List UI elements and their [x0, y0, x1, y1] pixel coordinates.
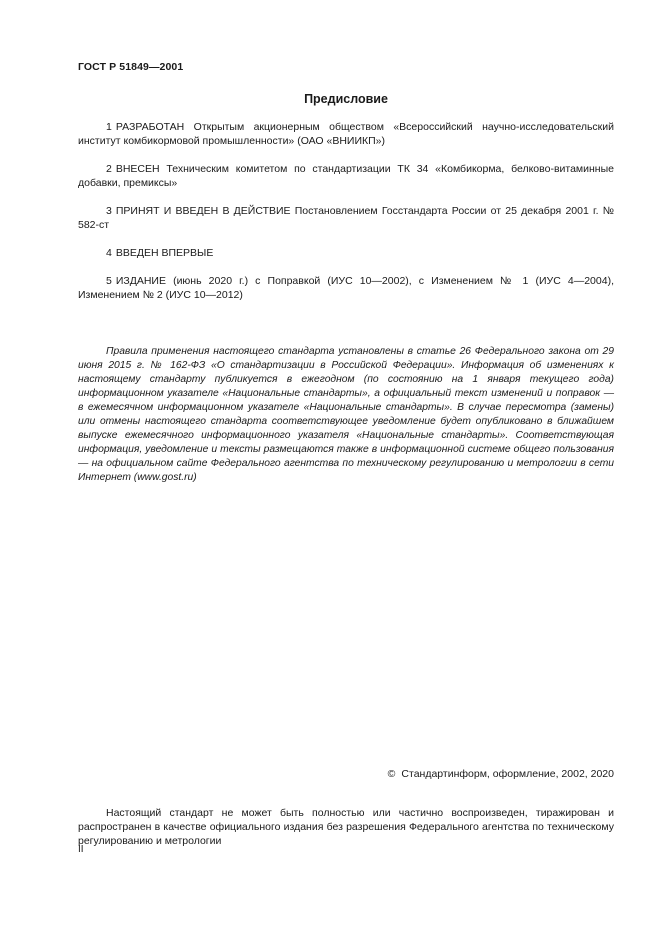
preface-item-2 — [78, 162, 614, 190]
preface-item-number: 4 — [106, 247, 112, 259]
preface-item-number: 2 — [106, 163, 112, 175]
preface-item-text: ВНЕСЕН Техническим комитетом по стандартизации ТК 34 «Комбикорма, белково-витаминные добавки, премиксы» — [78, 163, 614, 189]
copyright-text: Стандартинформ, оформление, 2002, 2020 — [401, 768, 614, 780]
document-code: ГОСТ Р 51849—2001 — [78, 61, 184, 73]
reproduction-rights-notice: Настоящий стандарт не может быть полностью или частично воспроизведен, тиражирован и распространен в качестве официального издания без разрешения Федерального агентства по техническому регулированию и метрологии — [78, 806, 614, 847]
preface-item-number: 3 — [106, 205, 112, 217]
copyright-line — [388, 768, 614, 780]
page-title: Предисловие — [304, 92, 388, 106]
preface-item-1 — [78, 120, 614, 148]
preface-item-text: РАЗРАБОТАН Открытым акционерным обществом «Всероссийский научно-исследовательский институт комбикормовой промышленности» (ОАО «ВНИИКП») — [78, 121, 614, 147]
page-number: II — [78, 844, 84, 855]
copyright-icon: © — [387, 768, 396, 780]
preface-item-number: 5 — [106, 275, 112, 287]
preface-item-3 — [78, 204, 614, 232]
preface-item-number: 1 — [106, 121, 112, 133]
standard-usage-notice: Правила применения настоящего стандарта установлены в статье 26 Федерального закона от 29 июня 2015 г. № 162-ФЗ «О стандартизации в Российской Федерации». Информация об изменениях к настоящему стандарту публикуется в ежегодном (по состоянию на 1 января текущего года) информационном указателе «Национальные стандарты», а официальный текст изменений и поправок — в ежемесячном информационном указателе «Национальные стандарты». В случае пересмотра (замены) или отмены настоящего стандарта соответствующее уведомление будет опубликовано в ближайшем выпуске ежемесячного информационного указателя «Национальные стандарты». Соответствующая информация, уведомление и тексты размещаются также в информационной системе общего пользования — на официальном сайте Федерального агентства по техническому регулированию и метрологии в сети Интернет (www.gost.ru) — [78, 346, 614, 484]
preface-item-text: ВВЕДЕН ВПЕРВЫЕ — [115, 247, 214, 259]
preface-item-text: ИЗДАНИЕ (июнь 2020 г.) с Поправкой (ИУС 10—2002), с Изменением № 1 (ИУС 4—2004), Изменением № 2 (ИУС 10—2012) — [78, 275, 614, 301]
preface-item-4 — [78, 246, 614, 260]
preface-item-5 — [78, 274, 614, 302]
preface-item-text: ПРИНЯТ И ВВЕДЕН В ДЕЙСТВИЕ Постановлением Госстандарта России от 25 декабря 2001 г. № 582-ст — [78, 205, 614, 231]
preface-items — [78, 120, 614, 316]
